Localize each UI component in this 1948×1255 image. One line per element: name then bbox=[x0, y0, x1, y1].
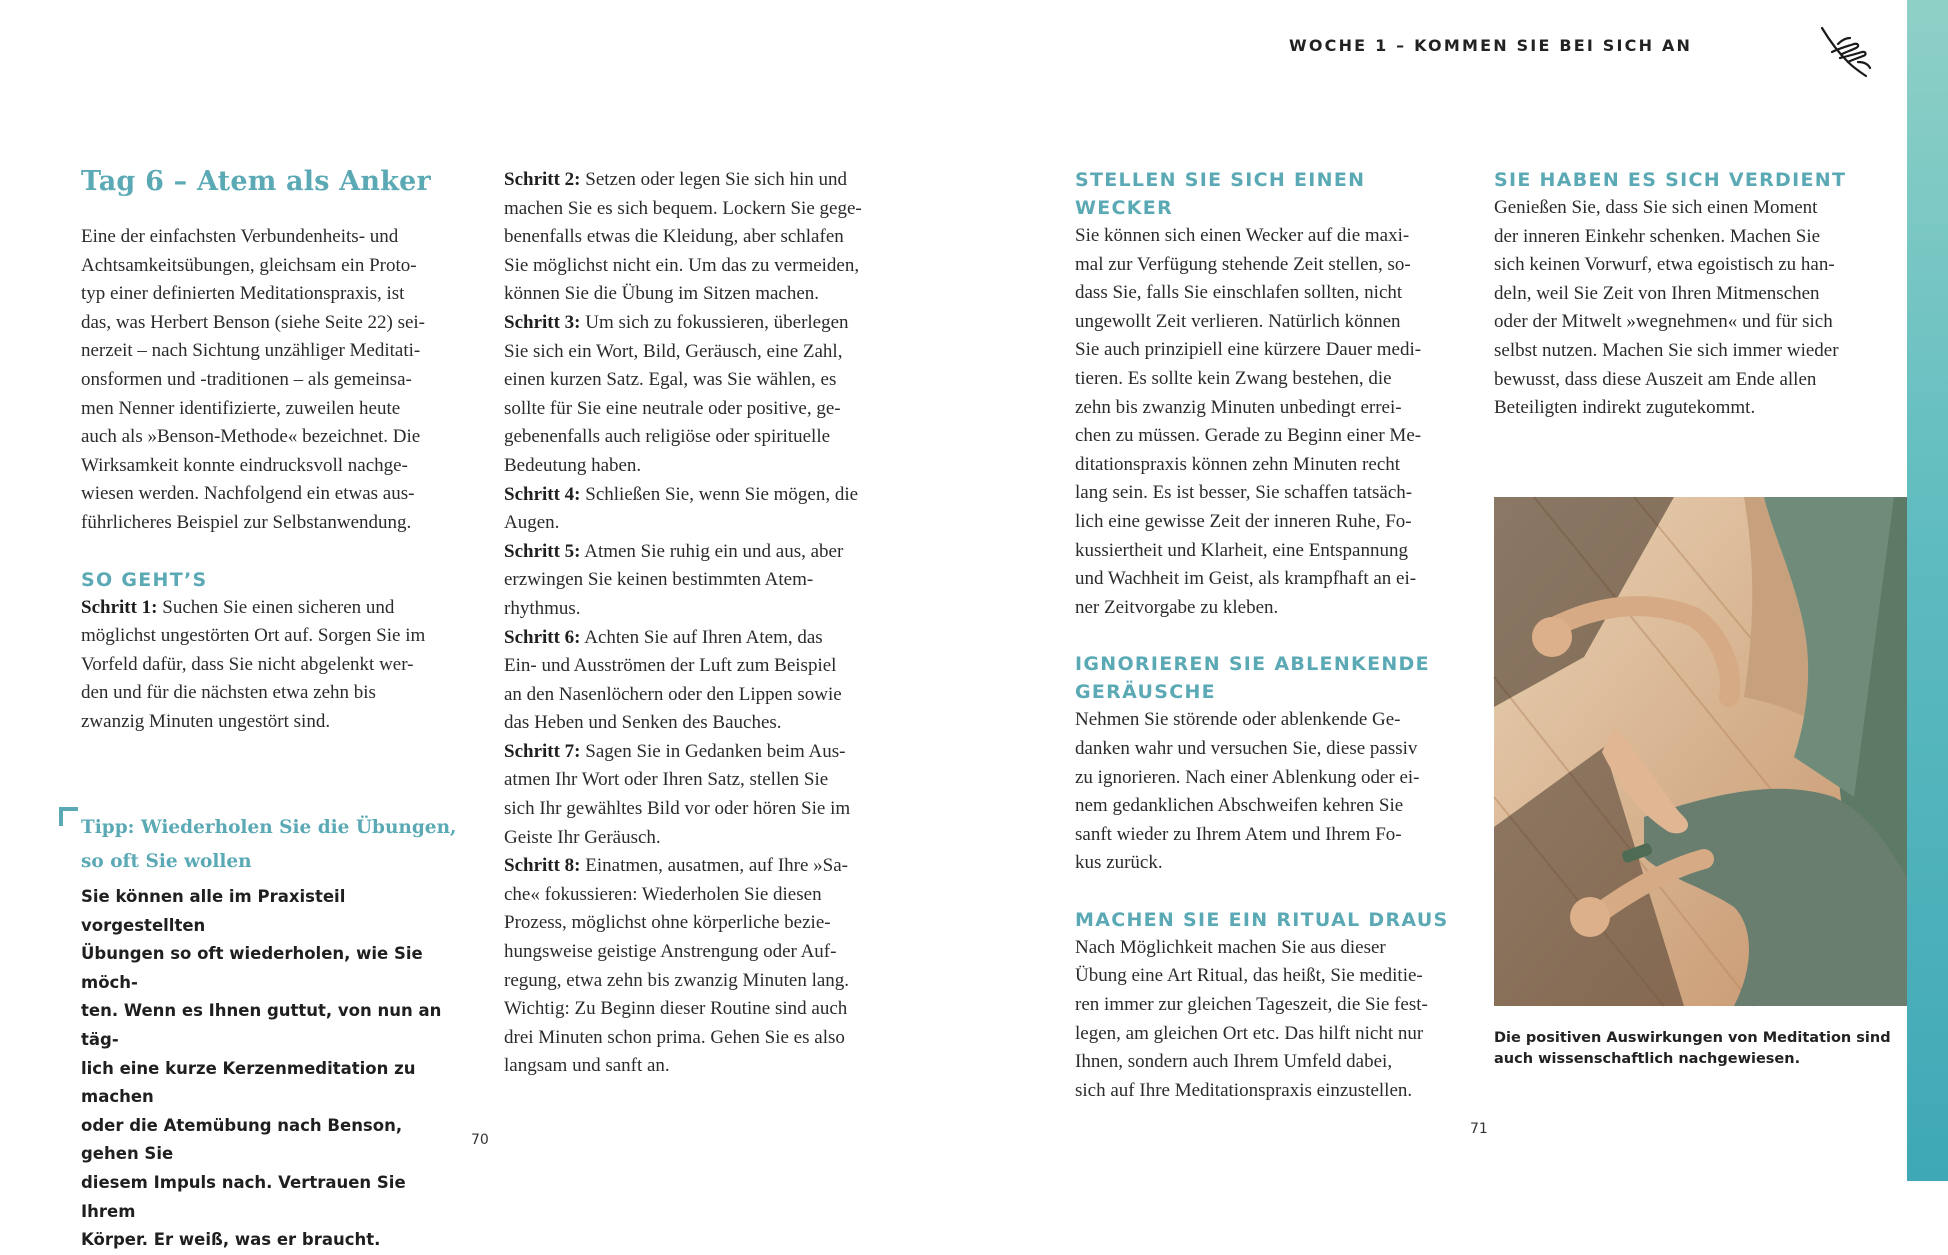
photo-caption bbox=[1494, 1028, 1907, 1070]
tip-heading bbox=[81, 811, 461, 879]
step-text: sich Ihr gewähltes Bild vor oder hören Sie im bbox=[504, 798, 851, 820]
section-line: Sie auch prinzipiell eine kürzere Dauer medi- bbox=[1075, 339, 1422, 361]
section-line: kus zurück. bbox=[1075, 852, 1163, 874]
step-text: Um sich zu fokussieren, überlegen bbox=[580, 311, 849, 333]
section-heading-line: MACHEN SIE EIN RITUAL DRAUS bbox=[1075, 908, 1449, 931]
step-label: Schritt 2: bbox=[504, 169, 581, 190]
section-line: zehn bis zwanzig Minuten unbedingt errei- bbox=[1075, 396, 1402, 418]
section-heading bbox=[1075, 906, 1455, 934]
step-text: erzwingen Sie keinen bestimmten Atem- bbox=[504, 569, 814, 591]
step-text: Prozess, möglichst ohne körperliche bezie- bbox=[504, 912, 831, 934]
section-paragraph bbox=[1075, 706, 1455, 878]
tip-body-line: ten. Wenn es Ihnen guttut, von nun an täg- bbox=[81, 1001, 442, 1049]
step-text: gebenenfalls auch religiöse oder spirituelle bbox=[504, 426, 831, 448]
step-text: regung, etwa zehn bis zwanzig Minuten lang. bbox=[504, 969, 850, 991]
step-text: sollte für Sie eine neutrale oder positive, ge- bbox=[504, 397, 841, 419]
step-text: Bedeutung haben. bbox=[504, 454, 642, 476]
tip-body-line: lich eine kurze Kerzenmeditation zu machen bbox=[81, 1058, 416, 1107]
step-text: können Sie die Übung im Sitzen machen. bbox=[504, 283, 820, 305]
hands-logo-icon bbox=[1818, 22, 1874, 78]
step-text: che« fokussieren: Wiederholen Sie diesen bbox=[504, 883, 822, 905]
step-text: einen kurzen Satz. Egal, was Sie wählen, es bbox=[504, 369, 837, 391]
step-label: Schritt 5: bbox=[504, 540, 581, 562]
step-1-line: den und für die nächsten etwa zehn bis bbox=[81, 682, 376, 704]
step-text: Setzen oder legen Sie sich hin und bbox=[580, 169, 847, 190]
step-label: Schritt 6: bbox=[504, 626, 581, 648]
meditation-photo bbox=[1494, 497, 1907, 1006]
tip-body-line: oder die Atemübung nach Benson, gehen Sie bbox=[81, 1115, 403, 1164]
step-text: drei Minuten schon prima. Gehen Sie es also bbox=[504, 1026, 845, 1048]
section-line: Beteiligten indirekt zugutekommt. bbox=[1494, 397, 1756, 419]
section-line: sanft wieder zu Ihrem Atem und Ihrem Fo- bbox=[1075, 823, 1402, 845]
section-line: und Wachheit im Geist, als krampfhaft an ei- bbox=[1075, 568, 1417, 590]
step-text: Geiste Ihr Geräusch. bbox=[504, 826, 661, 848]
page-title: Tag 6 – Atem als Anker bbox=[81, 166, 431, 197]
section-line: sich keinen Vorwurf, etwa egoistisch zu han- bbox=[1494, 254, 1835, 276]
step-label: Schritt 4: bbox=[504, 483, 581, 505]
intro-line: auch als »Benson-Methode« bezeichnet. Die bbox=[81, 426, 421, 448]
step-text: atmen Ihr Wort oder Ihren Satz, stellen Sie bbox=[504, 769, 829, 791]
section-heading-line: IGNORIEREN SIE ABLENKENDE bbox=[1075, 653, 1430, 676]
section-line: selbst nutzen. Machen Sie sich immer wieder bbox=[1494, 339, 1839, 361]
section-heading bbox=[1075, 166, 1455, 222]
step-text: das Heben und Senken des Bauches. bbox=[504, 712, 782, 734]
section-line: ner Zeitvorgabe zu kleben. bbox=[1075, 596, 1279, 618]
section-heading-line: GERÄUSCHE bbox=[1075, 681, 1216, 704]
intro-line: Achtsamkeitsübungen, gleichsam ein Proto- bbox=[81, 254, 417, 276]
intro-paragraph bbox=[81, 223, 461, 538]
tip-corner-mark bbox=[59, 807, 78, 826]
step-text: Einatmen, ausatmen, auf Ihre »Sa- bbox=[580, 855, 848, 877]
section-paragraph bbox=[1494, 194, 1894, 423]
tip-body-line: Sie können alle im Praxisteil vorgestellten bbox=[81, 887, 346, 935]
step-1-label: Schritt 1: bbox=[81, 596, 158, 618]
section-line: dass Sie, falls Sie einschlafen sollten, nicht bbox=[1075, 282, 1403, 304]
intro-line: wiesen werden. Nachfolgend ein etwas aus- bbox=[81, 483, 415, 505]
step-text: machen Sie es sich bequem. Lockern Sie gege- bbox=[504, 197, 862, 219]
section-line: Sie können sich einen Wecker auf die maxi- bbox=[1075, 225, 1410, 246]
running-head: WOCHE 1 – KOMMEN SIE BEI SICH AN bbox=[1289, 36, 1693, 55]
section-line: ditationspraxis können zehn Minuten recht bbox=[1075, 453, 1401, 475]
caption-line: auch wissenschaftlich nachgewiesen. bbox=[1494, 1051, 1801, 1067]
section-line: danken wahr und versuchen Sie, diese passiv bbox=[1075, 737, 1418, 759]
step-text: Sie sich ein Wort, Bild, Geräusch, eine Zahl, bbox=[504, 340, 843, 362]
intro-line: typ einer definierten Meditationspraxis, ist bbox=[81, 283, 405, 305]
tip-body bbox=[81, 883, 461, 1255]
intro-line: onsformen und -traditionen – als gemeinsa- bbox=[81, 368, 412, 390]
step-label: Schritt 7: bbox=[504, 740, 581, 762]
section-heading bbox=[1494, 166, 1894, 194]
section-line: Genießen Sie, dass Sie sich einen Moment bbox=[1494, 197, 1818, 218]
step-text: hungsweise geistige Anstrengung oder Auf- bbox=[504, 941, 837, 963]
section-paragraph bbox=[1075, 934, 1455, 1106]
intro-line: das, was Herbert Benson (siehe Seite 22) sei- bbox=[81, 311, 426, 333]
so-gehts-heading: SO GEHT’S bbox=[81, 568, 208, 591]
right-column-1 bbox=[1075, 166, 1455, 1105]
step-1-line: Vorfeld dafür, dass Sie nicht abgelenkt wer- bbox=[81, 653, 414, 675]
step-text: Sie möglichst nicht ein. Um das zu vermeiden, bbox=[504, 254, 860, 276]
left-column bbox=[81, 166, 461, 737]
tip-heading-line: Tipp: Wiederholen Sie die Übungen, bbox=[81, 817, 457, 838]
section-line: ren immer zur gleichen Tageszeit, die Sie fest- bbox=[1075, 994, 1428, 1016]
step-text: Schließen Sie, wenn Sie mögen, die bbox=[580, 483, 859, 505]
step-text: Sagen Sie in Gedanken beim Aus- bbox=[580, 740, 846, 762]
step-text: Achten Sie auf Ihren Atem, das bbox=[580, 626, 823, 648]
section-heading bbox=[1075, 650, 1455, 706]
step-label: Schritt 8: bbox=[504, 855, 581, 877]
step-label: Schritt 3: bbox=[504, 311, 581, 333]
intro-line: Wirksamkeit konnte eindrucksvoll nachge- bbox=[81, 454, 408, 476]
intro-line: Eine der einfachsten Verbundenheits- und bbox=[81, 226, 399, 247]
intro-line: nerzeit – nach Sichtung unzähliger Meditati- bbox=[81, 340, 421, 362]
section-line: der inneren Einkehr schenken. Machen Sie bbox=[1494, 225, 1821, 247]
tip-heading-line: so oft Sie wollen bbox=[81, 851, 252, 872]
section-paragraph bbox=[1075, 222, 1455, 622]
section-line: Nach Möglichkeit machen Sie aus dieser bbox=[1075, 936, 1386, 958]
tip-body-line: Übungen so oft wiederholen, wie Sie möch- bbox=[81, 944, 423, 992]
meditation-illustration bbox=[1494, 497, 1907, 1006]
decorative-side-strip bbox=[1907, 0, 1948, 1181]
section-line: lang sein. Es ist besser, Sie schaffen tatsäch- bbox=[1075, 482, 1413, 504]
page-number-left: 70 bbox=[471, 1132, 489, 1148]
steps-column bbox=[504, 166, 904, 1081]
section-line: Übung eine Art Ritual, das heißt, Sie meditie- bbox=[1075, 965, 1423, 987]
step-text: Augen. bbox=[504, 512, 560, 534]
section-heading-line: STELLEN SIE SICH EINEN WECKER bbox=[1075, 169, 1366, 219]
section-line: oder der Mitwelt »wegnehmen« und für sich bbox=[1494, 311, 1833, 333]
intro-line: men Nenner identifizierte, zuweilen heute bbox=[81, 397, 401, 419]
step-text: Wichtig: Zu Beginn dieser Routine sind auch bbox=[504, 998, 848, 1020]
section-line: tieren. Es sollte kein Zwang bestehen, die bbox=[1075, 367, 1392, 389]
step-1-line: möglichst ungestörten Ort auf. Sorgen Sie im bbox=[81, 625, 426, 647]
right-column-2 bbox=[1494, 166, 1894, 423]
section-line: Ihnen, sondern auch Ihrem Umfeld dabei, bbox=[1075, 1051, 1393, 1073]
step-1-line: zwanzig Minuten ungestört sind. bbox=[81, 710, 331, 732]
section-line: Nehmen Sie störende oder ablenkende Ge- bbox=[1075, 709, 1401, 731]
intro-line: führlicheres Beispiel zur Selbstanwendung. bbox=[81, 511, 412, 533]
section-heading-line: SIE HABEN ES SICH VERDIENT bbox=[1494, 169, 1847, 191]
section-line: kussiertheit und Klarheit, eine Entspannung bbox=[1075, 539, 1408, 561]
section-line: nem gedanklichen Abschweifen kehren Sie bbox=[1075, 795, 1404, 817]
step-text: Ein- und Ausströmen der Luft zum Beispiel bbox=[504, 655, 837, 677]
step-1-line: Suchen Sie einen sicheren und bbox=[157, 596, 395, 618]
section-line: legen, am gleichen Ort etc. Das hilft nicht nur bbox=[1075, 1022, 1424, 1044]
tip-box bbox=[81, 811, 461, 1255]
step-text: Atmen Sie ruhig ein und aus, aber bbox=[580, 540, 844, 562]
section-line: ungewollt Zeit verlieren. Natürlich können bbox=[1075, 310, 1401, 332]
section-line: mal zur Verfügung stehende Zeit stellen, so- bbox=[1075, 253, 1411, 275]
section-line: zu ignorieren. Nach einer Ablenkung oder ei- bbox=[1075, 766, 1420, 788]
section-line: lich eine gewisse Zeit der inneren Ruhe, Fo- bbox=[1075, 510, 1412, 532]
step-text: langsam und sanft an. bbox=[504, 1055, 670, 1077]
section-line: sich auf Ihre Meditationspraxis einzustellen. bbox=[1075, 1079, 1413, 1101]
step-text: an den Nasenlöchern oder den Lippen sowie bbox=[504, 683, 842, 705]
step-text: rhythmus. bbox=[504, 597, 581, 619]
step-text: benenfalls etwas die Kleidung, aber schlafen bbox=[504, 226, 844, 248]
tip-body-line: Körper. Er weiß, was er braucht. bbox=[81, 1230, 381, 1250]
section-line: chen zu müssen. Gerade zu Beginn einer Me- bbox=[1075, 425, 1422, 447]
step-1-paragraph bbox=[81, 594, 461, 737]
caption-line: Die positiven Auswirkungen von Meditation sind bbox=[1494, 1030, 1891, 1046]
tip-body-line: diesem Impuls nach. Vertrauen Sie Ihrem bbox=[81, 1172, 406, 1221]
page-number-right: 71 bbox=[1470, 1121, 1488, 1137]
left-page bbox=[0, 0, 974, 1250]
section-line: deln, weil Sie Zeit von Ihren Mitmenschen bbox=[1494, 282, 1820, 304]
section-line: bewusst, dass diese Auszeit am Ende allen bbox=[1494, 368, 1817, 390]
